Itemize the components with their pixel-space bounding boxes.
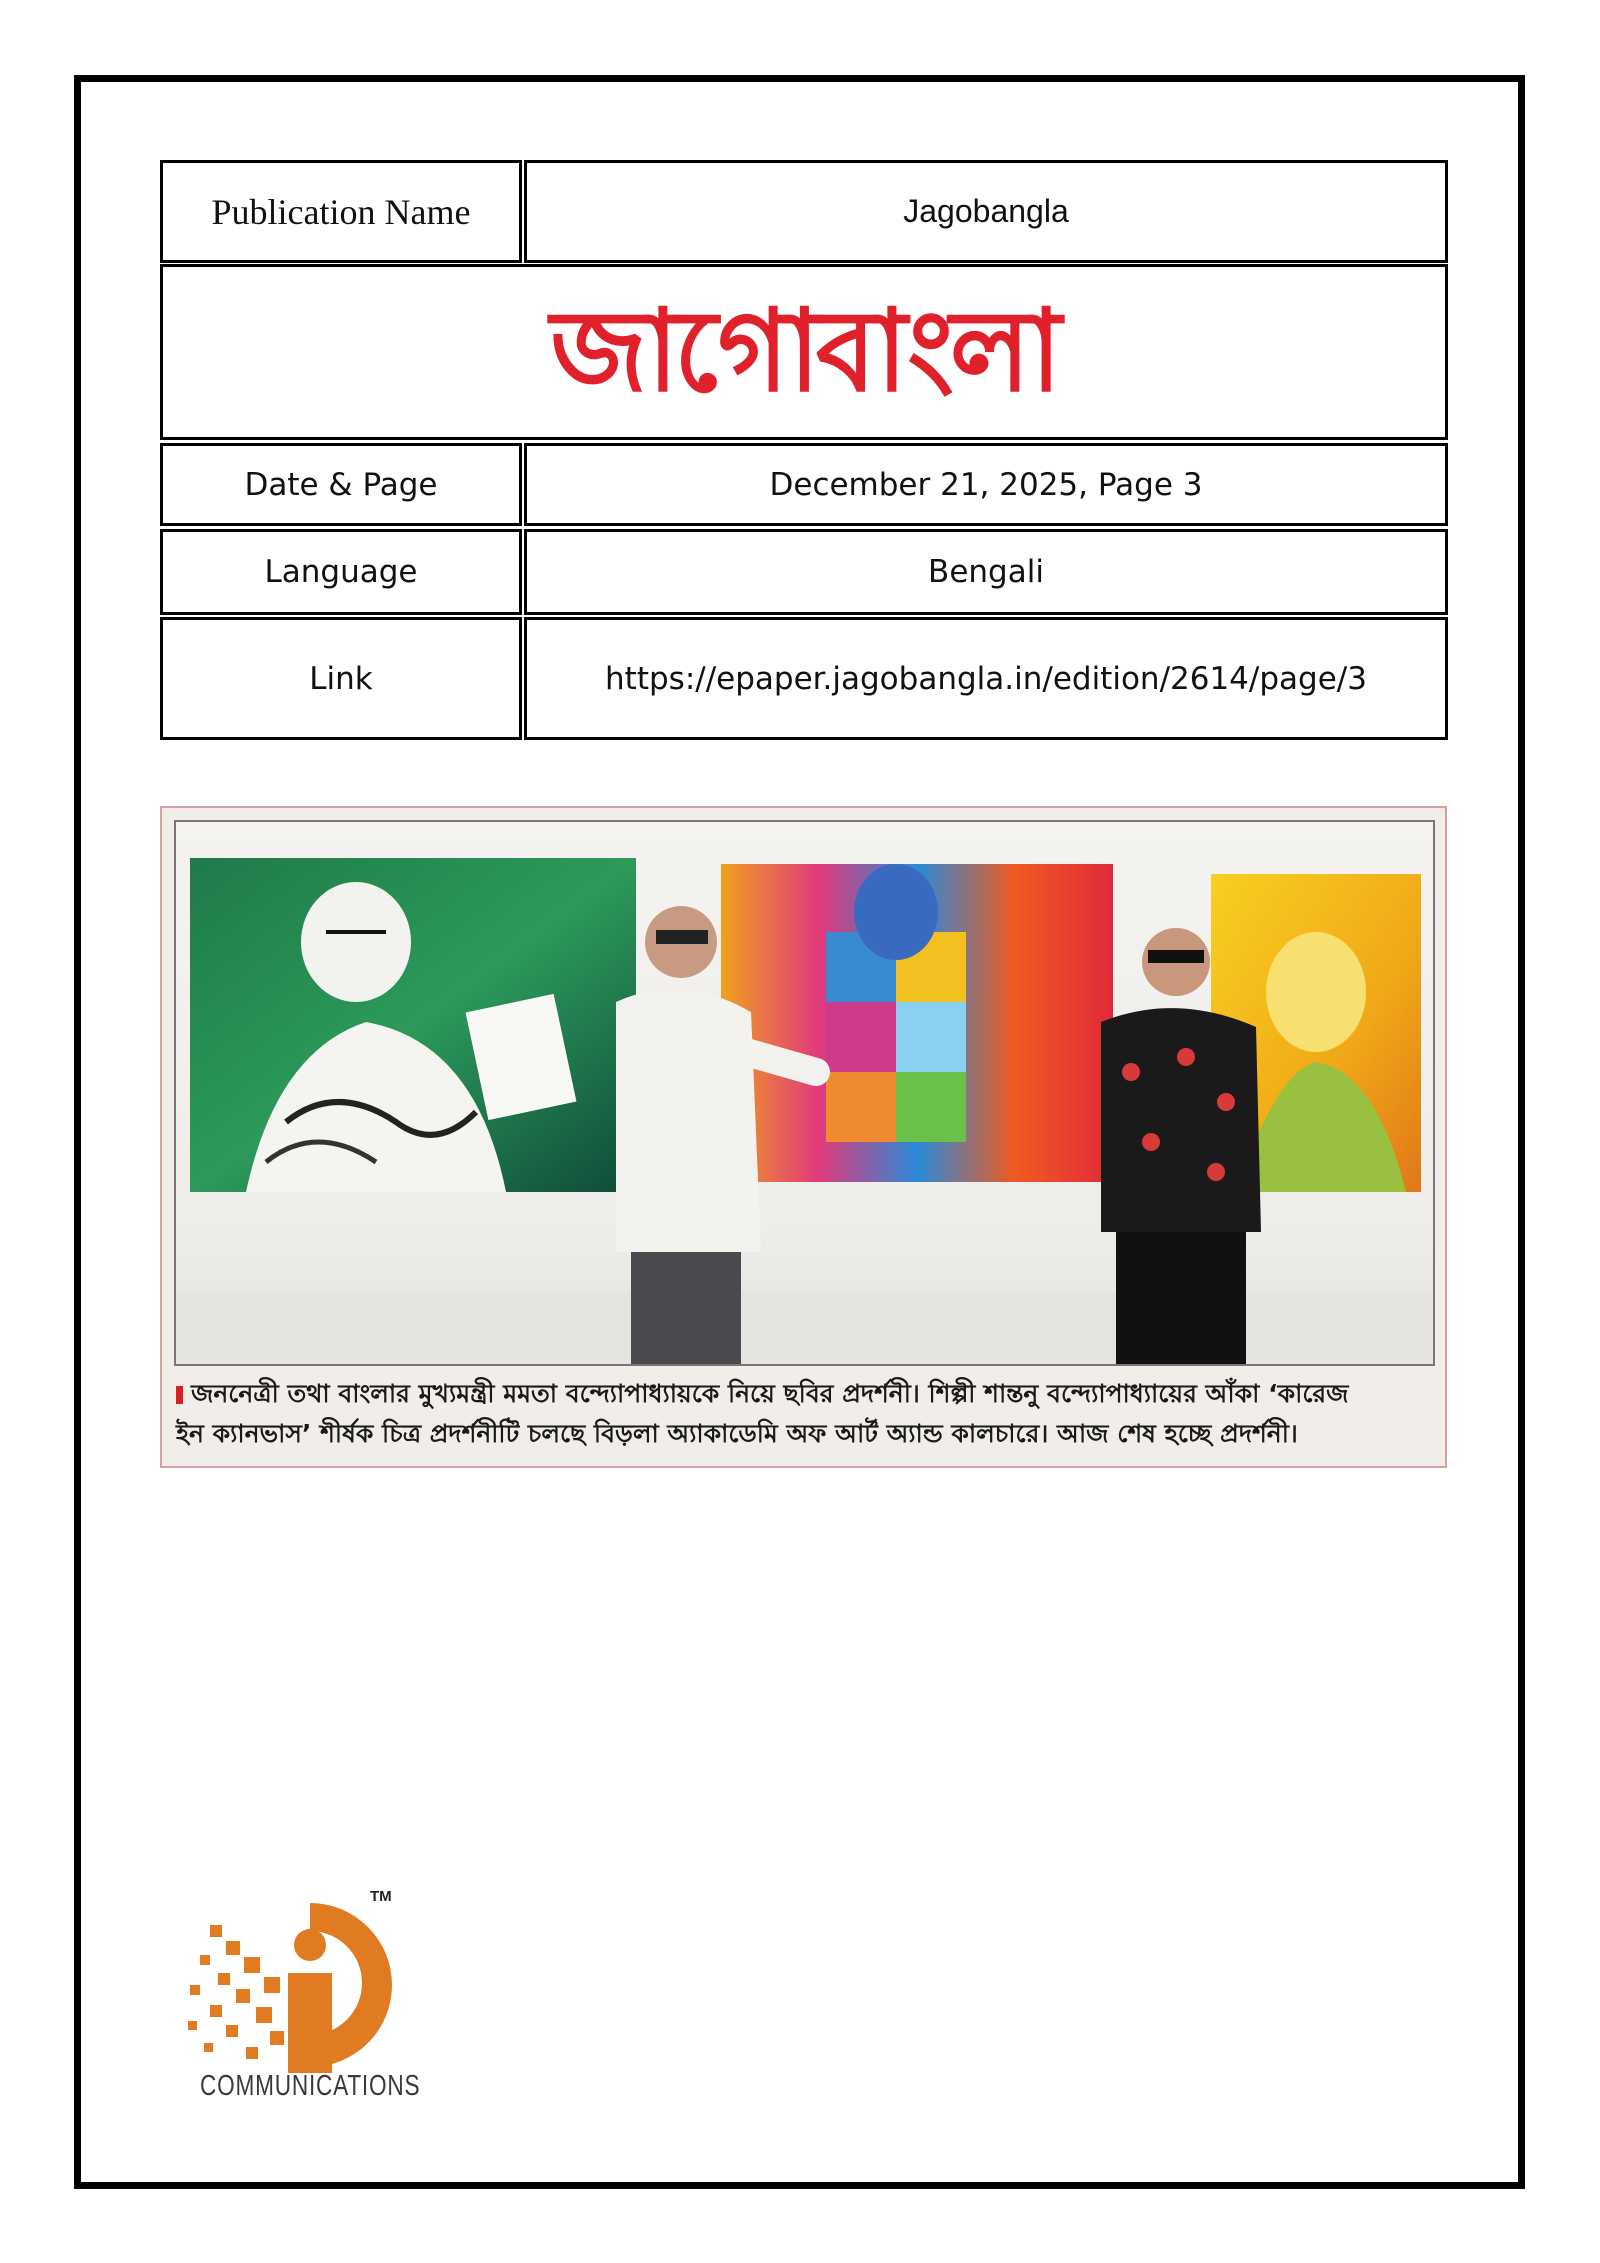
jagobangla-masthead-logo: জাগোবাংলা (550, 285, 1058, 418)
caption-marker (176, 1386, 183, 1404)
link-label-cell (160, 617, 522, 740)
publication-value-cell (524, 160, 1448, 263)
language-value: Bengali (928, 554, 1044, 590)
newspaper-clipping (160, 806, 1447, 1468)
caption-line-1: জননেত্রী তথা বাংলার মুখ্যমন্ত্রী মমতা বন্দ্যোপাধ্যায়কে নিয়ে ছবির প্রদর্শনী। শিল্পী শান্তনু বন্দ্যোপাধ্যায়ের আঁকা ‘কারেজ (191, 1379, 1349, 1408)
painting-center (721, 864, 1113, 1182)
publication-label-cell (160, 160, 522, 263)
date-label: Date & Page (244, 466, 438, 503)
logo-trademark: TM (370, 1888, 392, 1905)
date-value-cell (524, 443, 1448, 526)
exhibition-photo (174, 820, 1435, 1366)
publication-value: Jagobangla (903, 193, 1069, 229)
link-value-cell (524, 617, 1448, 740)
link-value[interactable]: https://epaper.jagobangla.in/edition/2614/page/3 (605, 660, 1367, 697)
language-label-cell (160, 529, 522, 615)
date-value: December 21, 2025, Page 3 (769, 466, 1203, 503)
logo-wordmark: COMMUNICATIONS (200, 2070, 421, 2102)
masthead-cell (160, 264, 1448, 440)
exhibition-photo-illustration (176, 822, 1433, 1364)
date-label-cell (160, 443, 522, 526)
link-label: Link (309, 660, 373, 697)
clipping-caption (176, 1374, 1436, 1454)
painting-left (190, 858, 636, 1192)
caption-line-2: ইন ক্যানভাস’ শীর্ষক চিত্র প্রদর্শনীটি চলছে বিড়লা অ্যাকাডেমি অফ আর্ট অ্যান্ড কালচারে। আজ শেষ হচ্ছে প্রদর্শনী। (176, 1419, 1298, 1448)
language-value-cell (524, 529, 1448, 615)
publication-label: Publication Name (211, 191, 471, 232)
language-label: Language (264, 554, 418, 590)
